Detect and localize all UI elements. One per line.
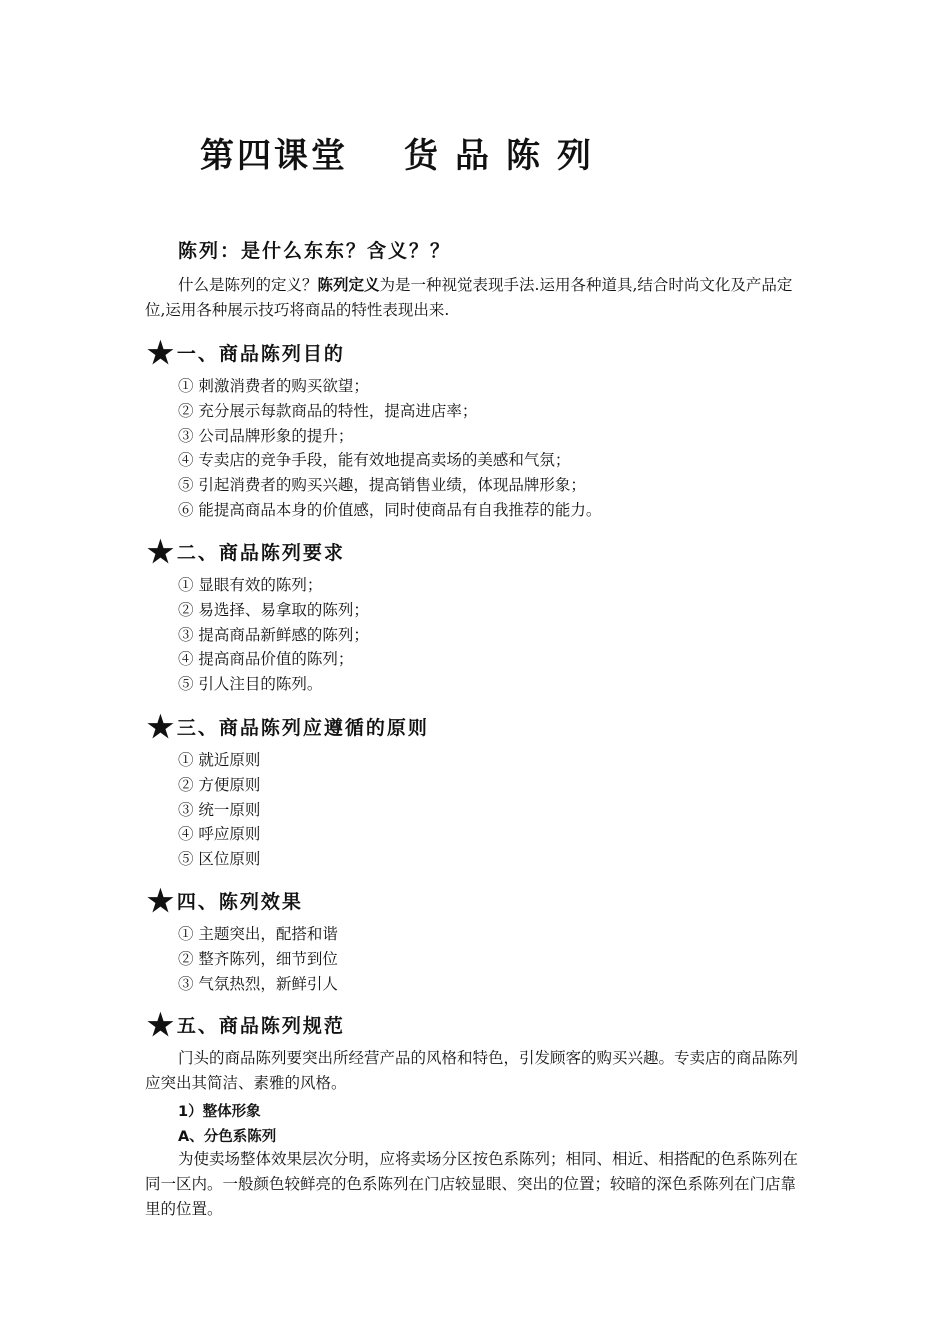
standards-paragraph: 门头的商品陈列要突出所经营产品的风格和特色，引发顾客的购买兴趣。专卖店的商品陈列应突出其简洁、素雅的风格。 <box>145 1049 799 1092</box>
list-item: ③ 公司品牌形象的提升； <box>178 426 354 445</box>
list-item: ① 刺激消费者的购买欲望； <box>178 377 369 395</box>
section-heading-standards <box>147 1008 345 1043</box>
star-icon: ★ <box>147 336 174 371</box>
subheading-color-display: A、分色系陈列 <box>178 1129 277 1145</box>
list-item: ④ 提高商品价值的陈列； <box>178 650 354 669</box>
subheading-overall-image: 1）整体形象 <box>178 1104 261 1120</box>
list-item: ① 主题突出，配搭和谐 <box>178 925 338 943</box>
star-icon: ★ <box>147 535 174 570</box>
list-item: ② 充分展示每款商品的特性，提高进店率； <box>178 401 478 420</box>
list-item: ② 易选择、易拿取的陈列； <box>178 600 369 619</box>
principles-list <box>178 748 260 872</box>
intro-text-after: 为是一种视觉表现手法.运用各种道具,结合时尚文化及产品定位,运用各种展示技巧将商品的特性表现出来. <box>145 276 793 319</box>
list-item: ⑤ 区位原则 <box>178 850 261 869</box>
section-title: 四、陈列效果 <box>176 891 303 913</box>
list-item: ⑥ 能提高商品本身的价值感，同时使商品有自我推荐的能力。 <box>178 500 602 519</box>
section-heading-purpose <box>147 336 345 371</box>
requirements-list <box>178 573 369 697</box>
list-item: ③ 统一原则 <box>178 800 261 819</box>
section-heading-requirements <box>147 535 345 570</box>
list-item: ③ 提高商品新鲜感的陈列； <box>178 625 369 644</box>
purpose-list <box>178 374 601 523</box>
star-icon: ★ <box>147 884 174 919</box>
effects-list <box>178 922 338 996</box>
section-title: 五、商品陈列规范 <box>176 1015 345 1037</box>
list-item: ① 就近原则 <box>178 751 261 769</box>
star-icon: ★ <box>147 1008 174 1043</box>
intro-bold-term: 陈列定义 <box>317 275 380 294</box>
list-item: ⑤ 引起消费者的购买兴趣，提高销售业绩，体现品牌形象； <box>178 476 586 495</box>
title-lesson: 第四课堂 <box>200 136 348 176</box>
section-title: 二、商品陈列要求 <box>176 542 345 564</box>
section-title: 三、商品陈列应遵循的原则 <box>176 717 429 739</box>
list-item: ① 显眼有效的陈列； <box>178 576 323 594</box>
section-heading-effects <box>147 884 303 919</box>
intro-text-before: 什么是陈列的定义？ <box>178 276 318 294</box>
list-item: ② 方便原则 <box>178 775 261 794</box>
title-topic: 货品陈列 <box>404 136 608 176</box>
list-item: ③ 气氛热烈，新鲜引人 <box>178 974 338 993</box>
intro-paragraph <box>145 272 810 323</box>
list-item: ④ 专卖店的竞争手段，能有效地提高卖场的美感和气氛； <box>178 451 571 470</box>
intro-heading: 陈列：是什么东东？含义？？ <box>178 240 452 262</box>
list-item: ⑤ 引人注目的陈列。 <box>178 675 323 694</box>
color-display-paragraph: 为使卖场整体效果层次分明，应将卖场分区按色系陈列；相同、相近、相搭配的色系陈列在同一区内。一般颜色较鲜亮的色系陈列在门店较显眼、突出的位置；较暗的深色系陈列在门店靠里的位置。 <box>145 1150 799 1218</box>
star-icon: ★ <box>147 710 174 745</box>
section-heading-principles <box>147 710 429 745</box>
list-item: ④ 呼应原则 <box>178 825 261 844</box>
section-title: 一、商品陈列目的 <box>176 343 345 365</box>
list-item: ② 整齐陈列，细节到位 <box>178 949 338 968</box>
page-title <box>200 128 608 177</box>
